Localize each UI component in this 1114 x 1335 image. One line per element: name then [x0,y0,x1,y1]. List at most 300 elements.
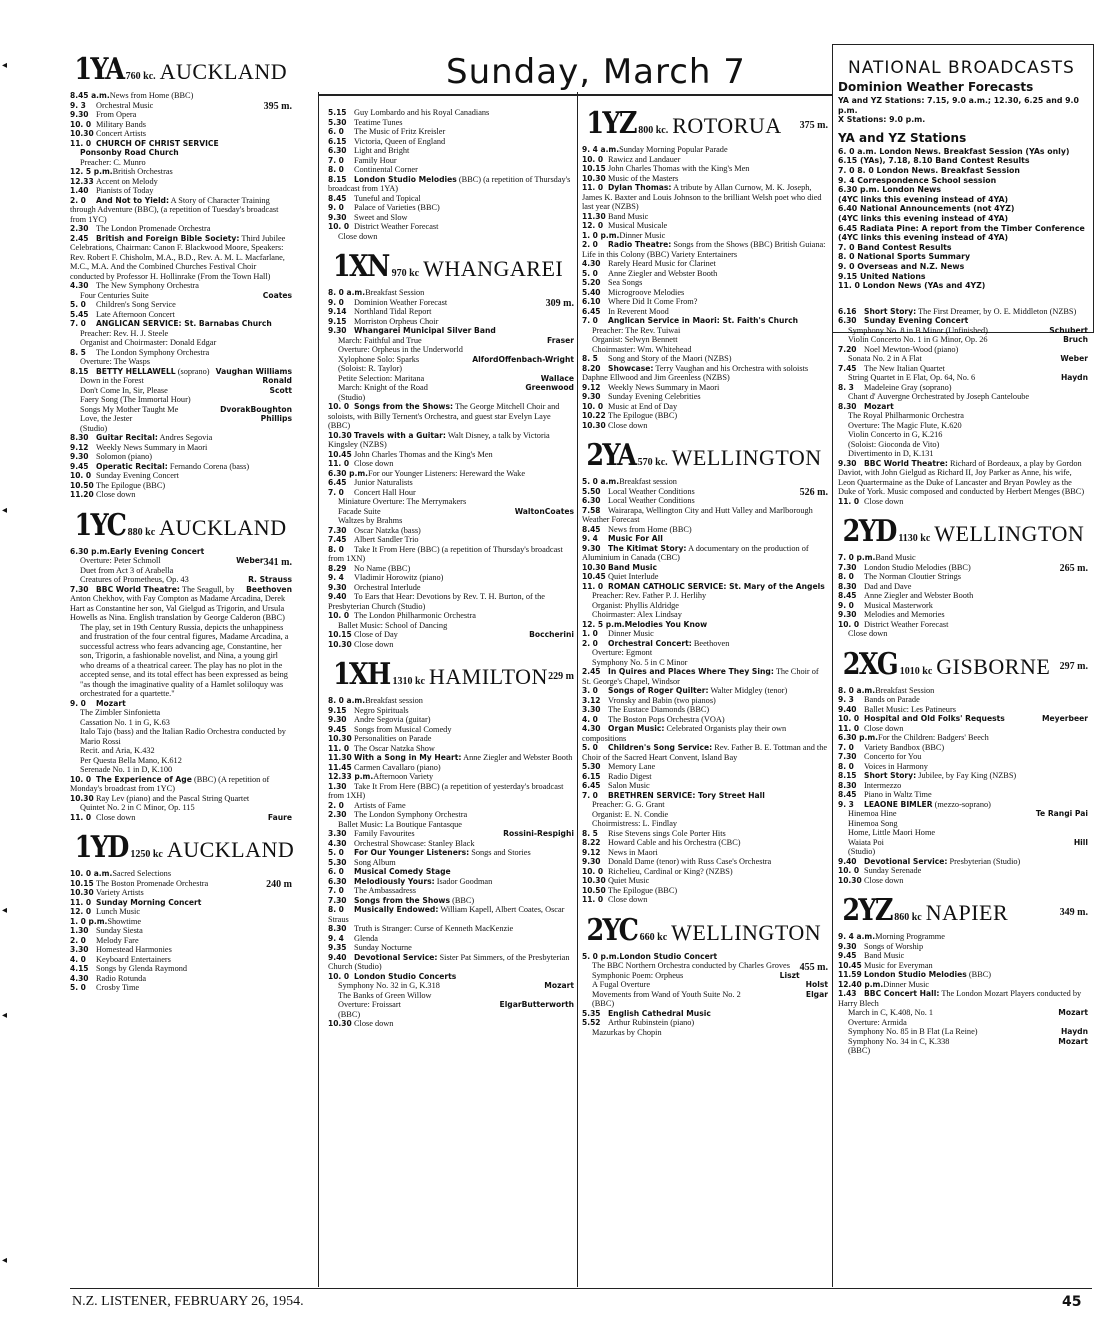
programme-text: Weekly News Summary in Maori [608,382,720,392]
programme-heading: British and Foreign Bible Society: [96,233,240,243]
programme-text: William Kapell, Albert Coates, Oscar Straus [328,905,565,924]
programme-item [582,601,828,611]
national-broadcast-line: 9. 4 Correspondence School session [838,175,997,185]
programme-item [838,582,1088,592]
programme-item [582,335,828,345]
programme-text: Local Weather Conditions [608,486,695,496]
programme-text: Hinemoa Song [848,818,898,828]
programme-text: Overture: Peter Schmoll [80,556,161,565]
programme-item [328,478,574,488]
programme-time: 7. 0 [328,487,344,497]
programme-text: Mazurkas by Chopin [592,1027,662,1037]
programme-time: 8. 0 a.m. [328,696,366,705]
programme-item [838,781,1088,791]
programme-text: Miniature Overture: The Merrymakers [338,497,467,506]
station-wavelength: 526 m. [799,487,828,498]
programme-heading: London Studio Melodies [864,970,967,980]
programme-item [328,611,574,621]
programme-item [838,1018,1088,1028]
programme-heading: Early Evening Concert [110,546,205,556]
programme-item [328,288,574,298]
programme-item [582,278,828,288]
programme-item [328,108,574,118]
programme-text: Crosby Time [96,983,140,992]
programme-item [838,942,1088,952]
programme-heading: London Studio Concert [619,951,718,961]
programme-text: Ray Lev (piano) and the Pascal String Quartet [96,793,250,803]
programme-item [70,338,292,348]
programme-text: Oscar Natzka (bass) [354,525,421,535]
programme-time: 9.12 [70,442,89,452]
station-frequency: 1310 kc [392,676,425,687]
programme-text: Close of Day [354,630,398,639]
programme-item [328,848,574,858]
programme-item [582,952,828,962]
programme-item [70,964,292,974]
programme-text: Symphonic Poem: Orpheus [592,970,684,980]
programme-time: 9. 3 [70,100,86,110]
programme-time: 8.30 [70,433,89,442]
programme-item [70,357,292,367]
programme-text: Musical Masterwork [864,600,933,610]
programme-heading: Children's Song Service: [608,743,713,752]
programme-text: Personalities on Parade [354,734,432,743]
programme-text: The New Symphony Orchestra [96,281,199,290]
composer: Liszt [779,970,800,980]
programme-time: 10.45 [582,572,606,581]
programme-text: For the Children: Badgers' Beech [878,733,989,743]
composer: Dvorak [220,404,251,414]
programme-text: March: Faithful and True [338,335,422,345]
programme-item [838,591,1088,601]
programme-time: 7.30 [328,525,347,535]
programme-time: 5.52 [582,1018,601,1027]
programme-item [328,222,574,232]
station-city: WELLINGTON [671,919,822,945]
station-call-sign: 2YZ [842,893,892,929]
programme-item [582,164,828,174]
programme-text: The Epilogue (BBC) [608,411,678,420]
programme-item [838,752,1088,762]
programme-item [582,544,828,563]
programme-text: Songs from the Shows (BBC) British Guiana: Life in this Colony (BBC) Variety Entertainers [582,240,826,259]
programme-text: Symphony No. 8 in B Minor (Unfinished) [848,325,988,335]
programme-time: 8.45 [582,524,601,534]
programme-item [582,582,828,592]
programme-time: 9. 4 [328,933,344,943]
programme-text: Song and Story of the Maori (NZBS) [608,354,732,363]
programme-item [838,838,1088,848]
programme-heading: Melodies You Know [624,619,708,629]
programme-item [70,300,292,310]
programme-item [70,452,292,462]
programme-item [582,705,828,715]
programme-time: 8.15 [70,366,89,376]
programme-text: Overture: Orpheus in the Underworld [338,345,463,354]
programme-item [328,497,574,507]
programme-text: The BBC Northern Orchestra conducted by Charles Groves [592,961,790,970]
programme-heading: The Kitimat Story: [608,543,687,553]
programme-text: The Epilogue (BBC) [96,480,166,490]
programme-item [582,743,828,762]
station-call-sign: 2YC [586,912,638,948]
station-wavelength: 375 m. [799,120,828,131]
station-frequency: 1130 kc [898,533,931,545]
programme-item [328,753,574,763]
programme-heading: English Cathedral Music [608,1008,711,1018]
programme-item [582,999,828,1009]
programme-item [582,307,828,317]
composer: Hill [1073,837,1088,847]
programme-time: 6.16 [838,306,857,316]
programme-item [838,970,1088,980]
programme-text: Close down [608,895,648,904]
programme-time: 8. 0 [328,165,344,174]
programme-text: The Banks of Green Willow [338,990,432,1000]
programme-item [582,240,828,259]
programme-text: Music for Everyman [864,960,933,970]
programme-item [70,547,292,557]
programme-time: 7. 0 [328,155,344,165]
programme-text: Pianists of Today [96,186,154,195]
programme-text: Homestead Harmonies [96,945,172,954]
programme-item [838,1027,1088,1037]
programme-time: 6.30 p.m. [838,733,878,743]
composer: Wallace [540,373,574,383]
programme-time: 2. 0 [70,195,86,205]
programme-text: Dad and Dave [864,581,912,591]
programme-text: No Name (BBC) [354,563,411,573]
programme-time: 8.45 [838,591,857,601]
programme-item [582,838,828,848]
programme-item [838,345,1088,355]
programme-time: 4. 0 [582,714,598,724]
programme-text: Weekly News Summary in Maori [96,442,208,452]
national-broadcast-line: 6.45 Radiata Pine: A report from the Timber Conference [838,223,1085,233]
column-4 [838,44,1088,1056]
programme-item [328,336,574,346]
station-wavelength: 240 m [266,879,292,890]
programme-time: 5.15 [328,108,347,117]
programme-text: Choirmaster: Wm. Whitehead [592,344,692,354]
programme-time: 10. 0 [328,402,350,411]
programme-item [328,905,574,924]
programme-heading: Songs from the Shows [354,895,450,905]
programme-text: Movements from Wand of Youth Suite No. 2 [592,989,741,999]
programme-text: Beethoven [693,638,730,648]
programme-time: 10.30 [328,734,352,743]
programme-item [328,516,574,526]
programme-time: 6. 0 [328,127,344,136]
programme-item [328,696,574,706]
programme-time: 9. 4 a.m. [838,932,876,942]
programme-heading: Musical Comedy Stage [354,867,451,876]
programme-item [70,699,292,709]
programme-text: Vladimir Horowitz (piano) [354,573,444,582]
margin-mark: ◂ [2,505,8,516]
page-title: Sunday, March 7 [446,52,746,92]
programme-item [328,573,574,583]
programme-item [70,490,292,500]
station-wavelength: 309 m. [545,298,574,309]
programme-time: 9.45 [838,951,857,961]
programme-item [582,648,828,658]
composer: Beethoven [246,584,292,594]
margin-mark: ◂ [2,60,8,71]
programme-text: Richelieu, Cardinal or King? (NZBS) [608,866,733,876]
programme-item [328,383,574,393]
programme-text: Four Centuries Suite [80,290,149,300]
programme-text: (BBC) (A repetition of Monday's broadcast from 1YC) [70,774,270,793]
programme-item [70,129,292,139]
programme-text: Andres Segovia [159,433,213,442]
programme-text: March in C, K.408, No. 1 [848,1008,934,1018]
programme-item [328,364,574,374]
composer: R. Strauss [248,575,292,584]
programme-time: 3.30 [582,705,601,714]
national-broadcast-line: 7. 0 Band Contest Results [838,242,952,252]
programme-time: 10. 0 [582,401,604,411]
station-city: WELLINGTON [671,445,822,470]
programme-time: 7.30 [838,752,857,762]
programme-time: 9.35 [328,943,347,952]
programme-item [70,888,292,898]
programme-time: 5.40 [582,287,601,297]
programme-item [328,972,574,982]
programme-text: Walt Disney, a talk by Victoria Kingsley (NZBS) [328,430,550,449]
programme-time: 10.30 [582,173,606,183]
station-heading [838,893,1088,928]
programme-text: The New Italian Quartet [864,363,945,373]
programme-time: 2. 0 [582,638,598,648]
programme-item [328,640,574,650]
programme-text: Close down [338,231,378,241]
programme-time: 12. 0 [582,221,604,230]
programme-text: The Boston Pops Orchestra (VOA) [608,714,725,724]
station-frequency: 660 kc [639,931,668,943]
programme-text: Organist: Selwyn Bennett [592,335,678,344]
programme-time: 9.40 [838,856,857,866]
national-broadcast-line: 9.15 United Nations [838,271,926,281]
programme-time: 10.30 [70,888,94,897]
programme-time: 8. 0 [838,572,854,582]
programme-text: Choirmaster: Alex Lindsay [592,610,682,619]
programme-text: District Weather Forecast [354,222,439,231]
footer-page-number: 45 [1062,1294,1082,1310]
programme-text: Overture: The Magic Flute, K.620 [848,420,962,430]
programme-time: 1. 0 p.m. [70,916,108,926]
programme-time: 9.30 [838,941,857,951]
programme-time: 7.45 [838,363,857,373]
station-city: AUCKLAND [159,59,288,84]
programme-item [582,620,828,630]
programme-text: Donald Dame (tenor) with Russ Case's Orchestra [608,857,772,866]
programme-time: 7.30 [838,562,857,572]
programme-time: 12. 5 p.m. [582,619,625,629]
programme-text: Continental Corner [354,165,418,174]
programme-item [328,307,574,317]
programme-item [70,803,292,813]
programme-heading: Sunday Evening Concert [864,316,969,326]
station-city: AUCKLAND [159,514,287,540]
programme-item [582,961,828,971]
programme-time: 10.30 [582,562,606,572]
programme-item [582,639,828,649]
programme-text: Preacher: The Rev. Tuiwai [592,325,681,335]
programme-text: Close down [96,812,136,822]
programme-heading: Songs of Roger Quilter: [608,686,709,695]
programme-text: Variety Bandbox (BBC) [864,742,945,752]
programme-item [838,733,1088,743]
programme-time: 3.30 [328,829,347,838]
programme-text: Band Music [608,211,649,221]
programme-item [70,310,292,320]
programme-item [70,955,292,965]
programme-item [70,756,292,766]
programme-time: 6.10 [582,297,601,306]
programme-item [838,828,1088,838]
programme-time: 6.30 [838,316,857,326]
programme-text: Lunch Music [96,907,141,916]
programme-item [70,443,292,453]
programme-time: 9.40 [328,592,347,601]
programme-heading: Short Story: [864,306,917,316]
programme-time: 4.30 [582,259,601,268]
programme-text: Anne Ziegler and Webster Booth [608,268,718,278]
programme-item [838,1008,1088,1018]
programme-text: A Fugal Overture [592,980,651,989]
programme-time: 7.30 [70,584,89,594]
weather-forecasts-heading: Dominion Weather Forecasts [838,80,1034,94]
programme-text: Orchestral Showcase: Stanley Black [354,838,475,848]
programme-text: Close down [848,629,888,639]
programme-item [838,800,1088,810]
national-broadcast-line: 6. 0 a.m. London News. Breakfast Session (YAs only) [838,146,1070,156]
composer: Ronald [262,376,292,385]
programme-item [582,715,828,725]
programme-item [328,772,574,782]
station-wavelength: 297 m. [1059,660,1088,672]
composer: Elgar [805,989,828,999]
programme-item [838,601,1088,611]
programme-time: 4.30 [70,281,89,290]
programme-time: 10. 0 [838,866,860,876]
programme-item [70,907,292,917]
programme-item [70,433,292,443]
programme-item [328,431,574,450]
programme-text: Take It From Here (BBC) (a repetition of yesterday's broadcast from 1XH) [328,781,564,800]
programme-text: Dinner Music [608,629,654,638]
programme-text: Close down [864,496,904,506]
programme-time: 9. 0 [328,203,344,212]
programme-text: Fernando Corena (bass) [169,461,250,471]
programme-text: The London Promenade Orchestra [96,224,211,233]
programme-time: 5.35 [582,1008,601,1018]
programme-item [838,373,1088,383]
composer: Meyerbeer [1041,714,1088,724]
programme-item [838,1037,1088,1047]
programme-text: Showtime [107,916,142,926]
programme-item [328,469,574,479]
programme-time: 5.30 [328,857,347,867]
programme-item [582,316,828,326]
programme-time: 10. 0 [328,611,350,620]
margin-mark: ◂ [2,905,8,916]
programme-item [70,395,292,405]
programme-heading: Radio Theatre: [608,240,672,249]
programme-item [70,794,292,804]
programme-item [838,326,1088,336]
programme-text: Light and Bright [354,146,410,155]
programme-item [838,459,1088,497]
programme-text: Don't Come In, Sir, Please [80,385,168,395]
programme-text: (Studio) [338,392,366,402]
programme-time: 5.20 [582,278,601,287]
composer: Weber [236,556,264,565]
station-city: ROTORUA [672,113,782,138]
programme-text: Close down [354,1019,394,1028]
programme-item [328,545,574,564]
programme-item [582,857,828,867]
programme-time: 8.30 [328,924,347,933]
programme-text: The Boston Promenade Orchestra [96,878,209,888]
programme-item [328,867,574,877]
programme-item [582,629,828,639]
programme-text: Songs of Worship [864,941,924,951]
programme-item [582,1018,828,1028]
programme-time: 1.43 [838,989,857,999]
programme-item [838,809,1088,819]
programme-text: Dinner Music [619,230,666,240]
programme-item [328,621,574,631]
programme-time: 2. 0 [582,240,598,249]
programme-text: British Orchestras [112,167,173,176]
programme-item [582,791,828,801]
programme-heading: Songs from the Shows: [354,402,454,411]
programme-time: 9.45 [70,461,89,471]
programme-item [70,91,292,101]
programme-text: Anne Ziegler and Webster Booth [864,591,974,601]
programme-time: 7. 0 [582,316,598,325]
programme-item [70,291,292,301]
programme-item [582,658,828,668]
programme-item [582,269,828,279]
programme-text: Albert Sandler Trio [354,535,419,544]
programme-time: 9.30 [328,326,347,335]
station-call-sign: 1XH [332,657,390,692]
programme-text: (BBC) [338,1009,361,1019]
composer: Haydn [1060,373,1088,383]
programme-time: 1.40 [70,186,89,195]
programme-item [70,196,292,225]
programme-text: John Charles Thomas and the King's Men [354,449,493,459]
programme-heading: With a Song in My Heart: [354,753,462,762]
programme-time: 7. 0 [838,742,854,752]
programme-text: Per Questa Bella Mano, K.612 [80,755,182,765]
composer: Offenbach-Wright [498,354,574,364]
programme-item [838,497,1088,507]
programme-item [582,667,828,686]
programme-text: Recit. and Aria, K.432 [80,746,155,755]
programme-time: 7.30 [328,895,347,905]
composer: Faure [267,812,292,822]
station-city: AUCKLAND [166,837,295,862]
programme-item [838,411,1088,421]
programme-time: 9.15 [328,316,347,326]
composer: Holst [805,980,828,989]
programme-item [328,953,574,972]
programme-time: 12.40 p.m. [838,979,884,989]
